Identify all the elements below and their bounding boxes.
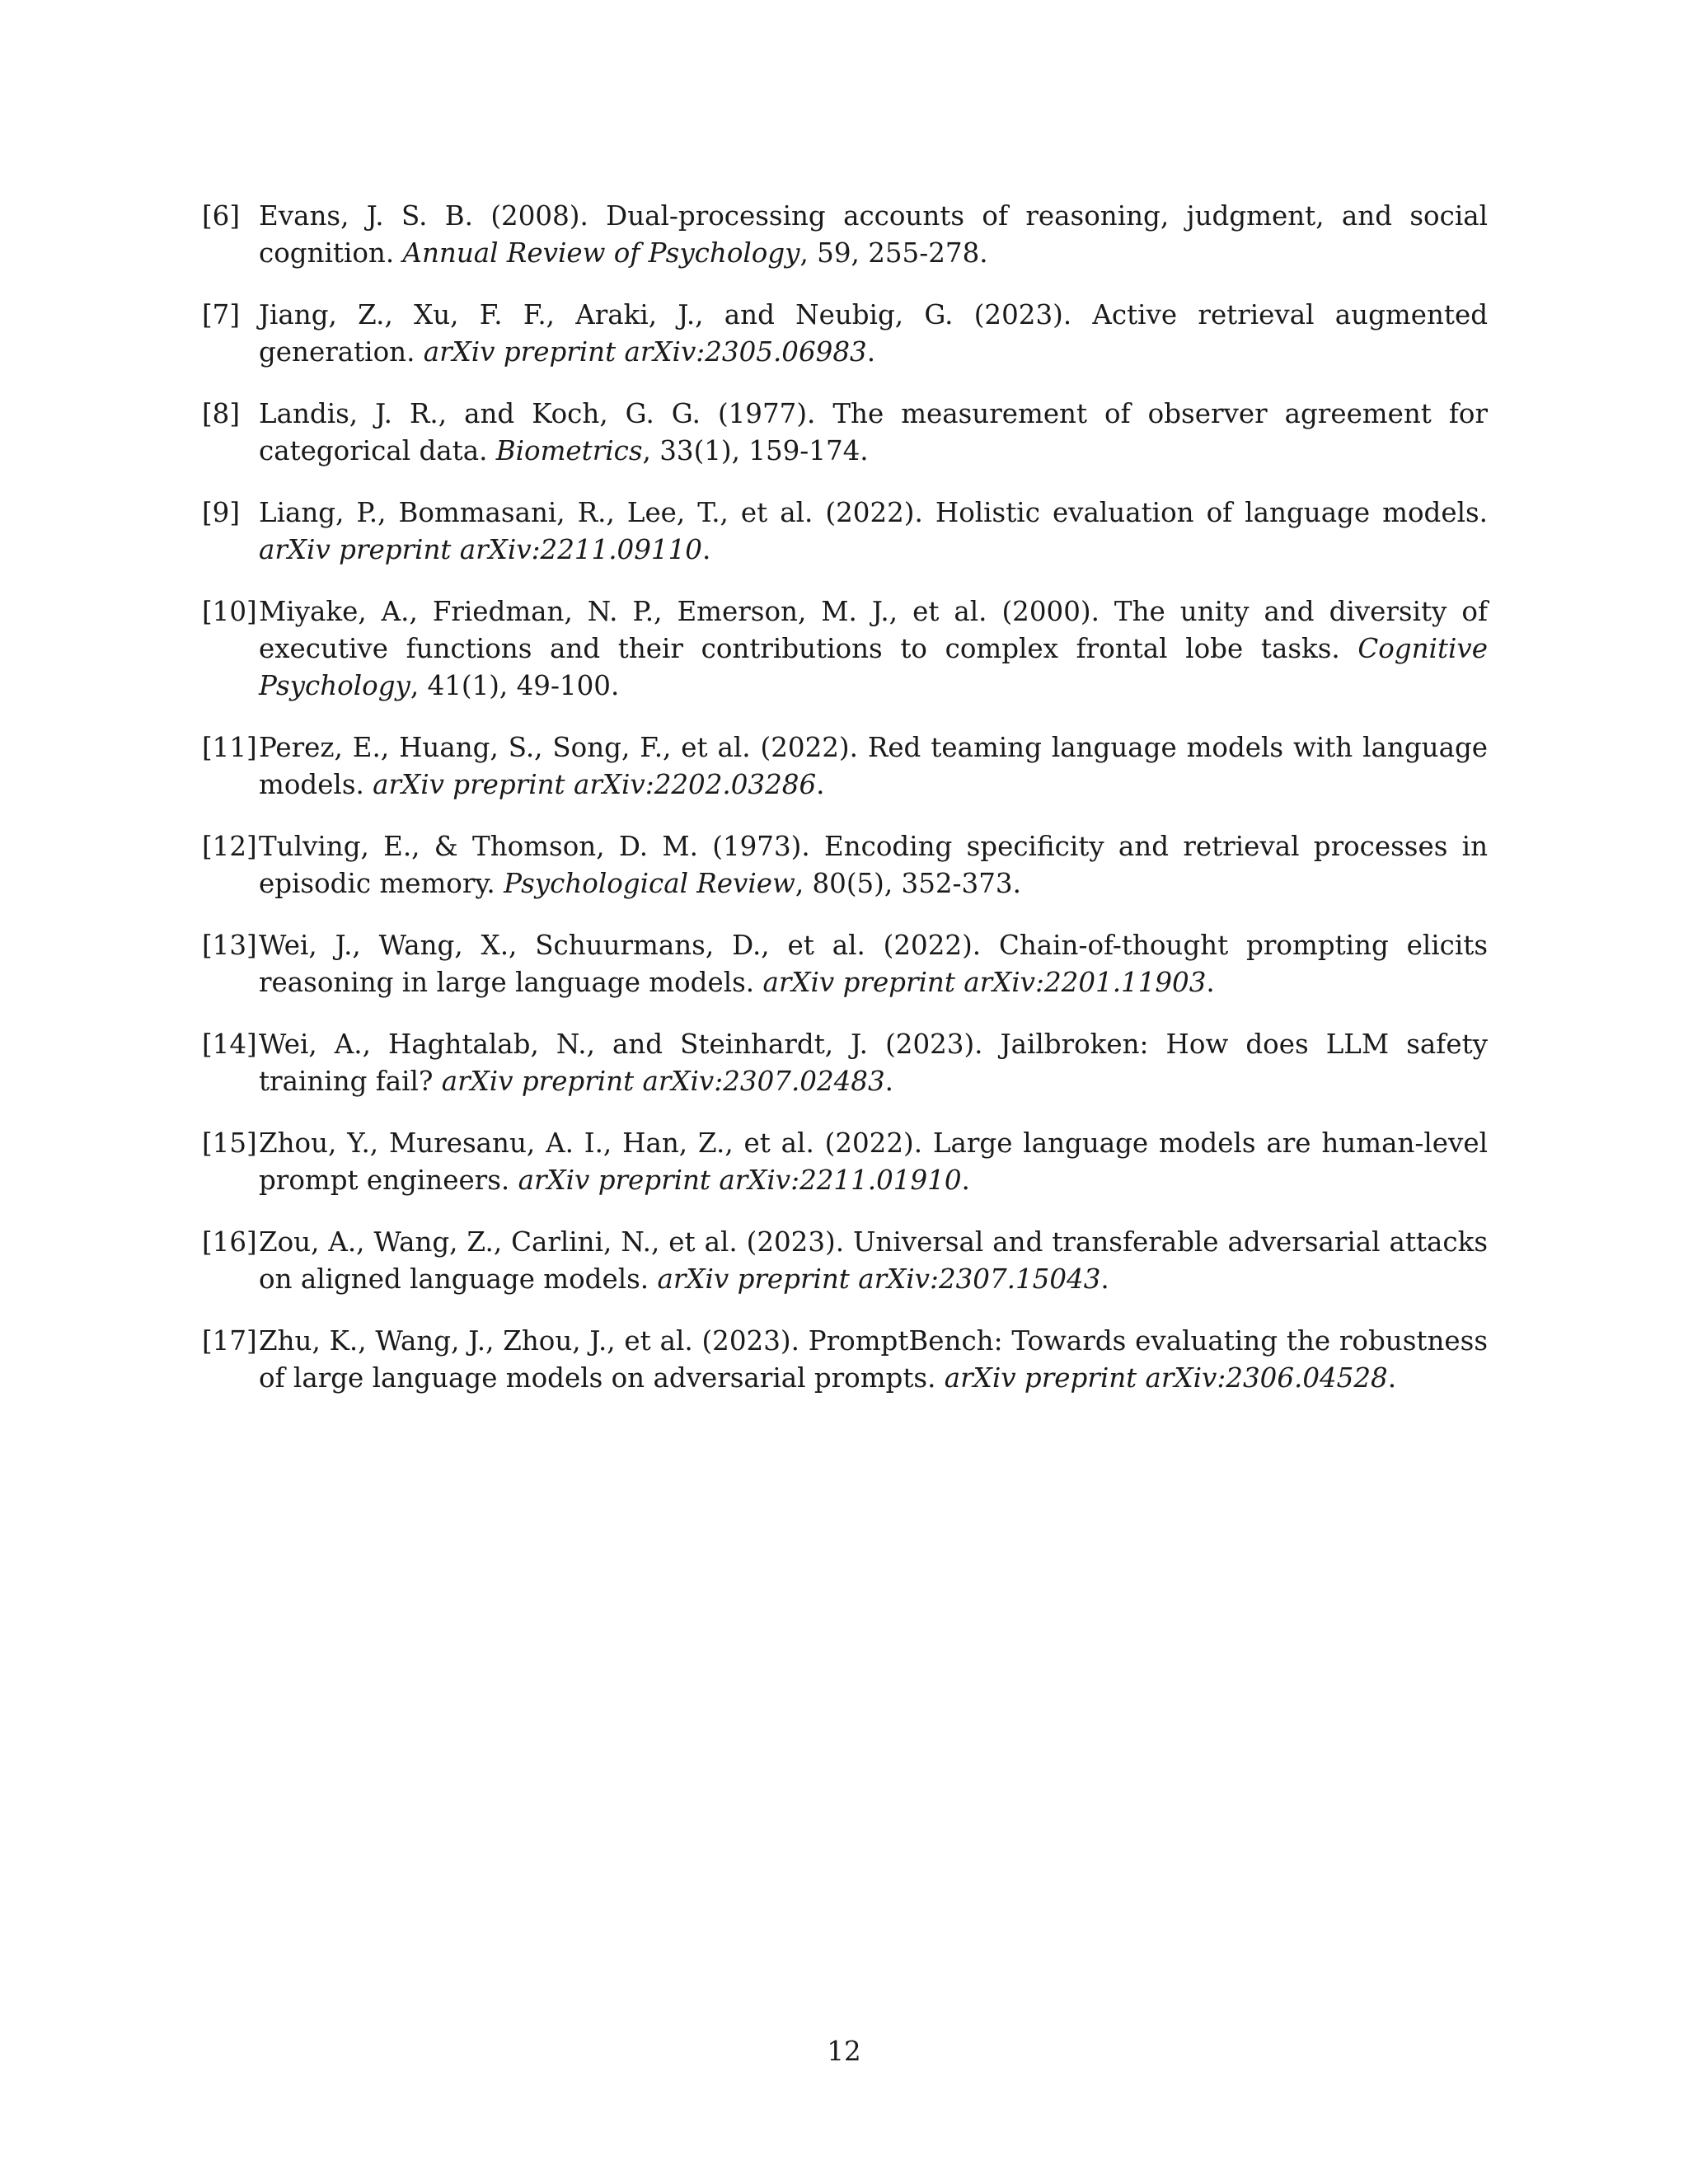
- reference-venue: arXiv preprint arXiv:2202.03286: [373, 769, 817, 800]
- reference-details: .: [866, 336, 876, 368]
- reference-authors-title: Jiang, Z., Xu, F. F., Araki, J., and Neubig, G. (2023). Active retrieval augmented generation.: [259, 299, 1488, 368]
- reference-details: .: [816, 769, 825, 800]
- reference-entry: [202, 828, 1488, 902]
- reference-entry: [202, 198, 1488, 272]
- reference-authors-title: Landis, J. R., and Koch, G. G. (1977). The measurement of observer agreement for categorical data.: [259, 398, 1488, 466]
- reference-entry: [202, 593, 1488, 705]
- reference-number: [12]: [202, 831, 257, 862]
- reference-details: , 80(5), 352-373.: [795, 868, 1021, 899]
- reference-number: [9]: [202, 497, 241, 528]
- reference-number: [17]: [202, 1325, 257, 1357]
- reference-entry: [202, 729, 1488, 804]
- reference-entry: [202, 1125, 1488, 1199]
- reference-venue: arXiv preprint arXiv:2307.15043: [657, 1263, 1101, 1295]
- reference-details: .: [701, 534, 711, 565]
- reference-number: [8]: [202, 398, 241, 429]
- reference-authors-title: Liang, P., Bommasani, R., Lee, T., et al. (2022). Holistic evaluation of language models.: [259, 497, 1488, 528]
- reference-venue: arXiv preprint arXiv:2201.11903: [762, 967, 1207, 998]
- reference-number: [16]: [202, 1226, 257, 1258]
- reference-authors-title: Zhu, K., Wang, J., Zhou, J., et al. (2023). PromptBench: Towards evaluating the robustness of large language models on adversarial prompts.: [259, 1325, 1488, 1394]
- reference-number: [11]: [202, 732, 257, 763]
- reference-authors-title: Tulving, E., & Thomson, D. M. (1973). Encoding specificity and retrieval processes in episodic memory.: [259, 831, 1488, 899]
- reference-authors-title: Zhou, Y., Muresanu, A. I., Han, Z., et al. (2022). Large language models are human-level prompt engineers.: [259, 1127, 1488, 1196]
- reference-number: [14]: [202, 1029, 257, 1060]
- reference-number: [7]: [202, 299, 241, 330]
- reference-details: , 33(1), 159-174.: [642, 435, 869, 466]
- reference-venue: Biometrics: [495, 435, 643, 466]
- reference-venue: arXiv preprint arXiv:2306.04528: [944, 1362, 1388, 1394]
- reference-list: [202, 198, 1488, 1422]
- reference-authors-title: Miyake, A., Friedman, N. P., Emerson, M. J., et al. (2000). The unity and diversity of executive functions and their contributions to complex frontal lobe tasks.: [259, 596, 1488, 664]
- reference-entry: [202, 927, 1488, 1001]
- reference-entry: [202, 1224, 1488, 1298]
- reference-authors-title: Perez, E., Huang, S., Song, F., et al. (2022). Red teaming language models with language models.: [259, 732, 1488, 800]
- reference-venue: arXiv preprint arXiv:2307.02483: [441, 1066, 885, 1097]
- page-number: 12: [827, 2036, 861, 2067]
- reference-details: .: [1387, 1362, 1397, 1394]
- reference-number: [10]: [202, 596, 257, 627]
- reference-details: , 59, 255-278.: [799, 237, 988, 269]
- reference-details: , 41(1), 49-100.: [410, 670, 620, 701]
- reference-details: .: [961, 1165, 970, 1196]
- reference-venue: Psychological Review: [504, 868, 795, 899]
- reference-entry: [202, 396, 1488, 470]
- reference-entry: [202, 1323, 1488, 1397]
- reference-details: .: [1100, 1263, 1109, 1295]
- reference-details: .: [884, 1066, 894, 1097]
- reference-number: [13]: [202, 930, 257, 961]
- reference-venue: Annual Review of Psychology: [402, 237, 800, 269]
- reference-number: [6]: [202, 200, 241, 232]
- reference-number: [15]: [202, 1127, 257, 1159]
- reference-venue: arXiv preprint arXiv:2305.06983: [423, 336, 867, 368]
- reference-entry: [202, 1026, 1488, 1100]
- reference-authors-title: Zou, A., Wang, Z., Carlini, N., et al. (2023). Universal and transferable adversarial attacks on aligned language models.: [259, 1226, 1488, 1295]
- reference-entry: [202, 494, 1488, 569]
- reference-venue: Cognitive Psychology: [259, 633, 1488, 701]
- reference-venue: arXiv preprint arXiv:2211.09110: [259, 534, 702, 565]
- reference-authors-title: Wei, A., Haghtalab, N., and Steinhardt, J. (2023). Jailbroken: How does LLM safety training fail?: [259, 1029, 1488, 1097]
- reference-authors-title: Evans, J. S. B. (2008). Dual-processing accounts of reasoning, judgment, and social cognition.: [259, 200, 1488, 269]
- reference-venue: arXiv preprint arXiv:2211.01910: [518, 1165, 962, 1196]
- reference-authors-title: Wei, J., Wang, X., Schuurmans, D., et al. (2022). Chain-of-thought prompting elicits reasoning in large language models.: [259, 930, 1488, 998]
- reference-details: .: [1206, 967, 1215, 998]
- reference-entry: [202, 297, 1488, 371]
